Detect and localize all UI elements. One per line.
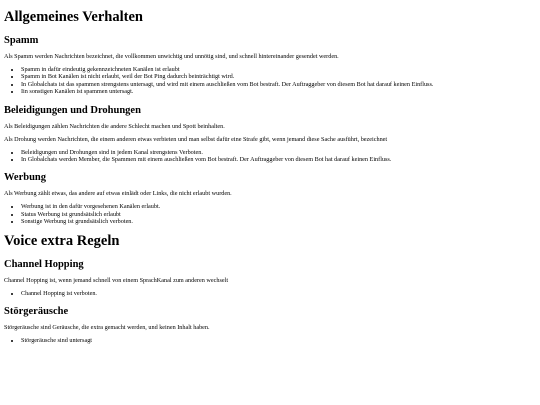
werbung-rules-list	[4, 203, 536, 225]
subsection-heading-spamm: Spamm	[4, 35, 39, 46]
list-item: • Sonstige Werbung ist grundsätslich verboten.	[21, 218, 536, 225]
list-item: • Störgeräusche sind untersagt	[21, 337, 536, 344]
subsection-heading-channel-hopping: Channel Hopping	[4, 258, 84, 270]
list-item: • Channel Hopping ist verboten.	[21, 290, 536, 297]
list-item: • Status Werbung ist grundsätslich erlaubt	[21, 211, 536, 218]
channel-hopping-rules-list	[4, 290, 536, 297]
spamm-description: Als Spamm werden Nachrichten bezeichnet, die vollkommen unwichtig und unnötig sind, und schnell hintereinander gesendet werden.	[4, 53, 339, 60]
beleidigungen-rules-list	[4, 149, 536, 164]
list-item: • Beleidigungen und Drohungen sind in jedem Kanal strengstens Verboten.	[21, 149, 536, 156]
list-item: • In Globalchats werden Member, die Spammen mit einem auschließen vom Bot bestraft. Der Auftraggeber von diesem Bot hat darauf keinen Einfluss.	[21, 156, 536, 163]
list-item: • Werbung ist in den dafür vorgesehenen Kanälen erlaubt.	[21, 203, 536, 210]
list-item: • In Globalchats ist das spammen strengstens untersagt, und wird mit einem auschließen vom Bot bestraft. Der Auftraggeber von diesem Bot hat darauf keinen Einfluss.	[21, 81, 536, 88]
section-heading-voice-extra-regeln: Voice extra Regeln	[4, 232, 120, 249]
stoergeraeusche-rules-list	[4, 337, 536, 344]
channel-hopping-description: Channel Hopping ist, wenn jemand schnell von einem SprachKanal zum anderen wechselt	[4, 276, 229, 284]
werbung-description: Als Werbung zählt etwas, das andere auf etwas einlädt oder Links, die nicht erlaubt wurden.	[4, 190, 232, 198]
list-item: • Spamm in dafür eindeutig gekennzeichneten Kanälen ist erlaubt	[21, 66, 536, 73]
list-item: • Spamm in Bot Kanälen ist nicht erlaubt, weil der Bot Ping dadurch beinträchtigt wird.	[21, 73, 536, 80]
drohungen-description: Als Drohung werden Nachrichten, die einem anderen etwas verbieten und man selbst dafür eine Strafe gibt, wenn jemand diese Sache ausführt, bezeichnet	[4, 135, 388, 143]
list-item: • Iin sonstigen Kanälen ist spammen untersagt.	[21, 88, 536, 95]
section-heading-allgemeines-verhalten: Allgemeines Verhalten	[4, 9, 143, 25]
stoergeraeusche-description: Störgeräusche sind Geräusche, die extra gemacht werden, und keinen Inhalt haben.	[4, 324, 210, 332]
subsection-heading-werbung: Werbung	[4, 172, 47, 184]
beleidigungen-description: Als Beleidigungen zählen Nachrichten die andere Schlecht machen und Spott beinhalten.	[4, 122, 225, 130]
spamm-rules-list	[4, 66, 536, 96]
subsection-heading-stoergeraeusche: Störgeräusche	[4, 306, 69, 318]
subsection-heading-beleidigungen: Beleidigungen und Drohungen	[4, 104, 141, 116]
